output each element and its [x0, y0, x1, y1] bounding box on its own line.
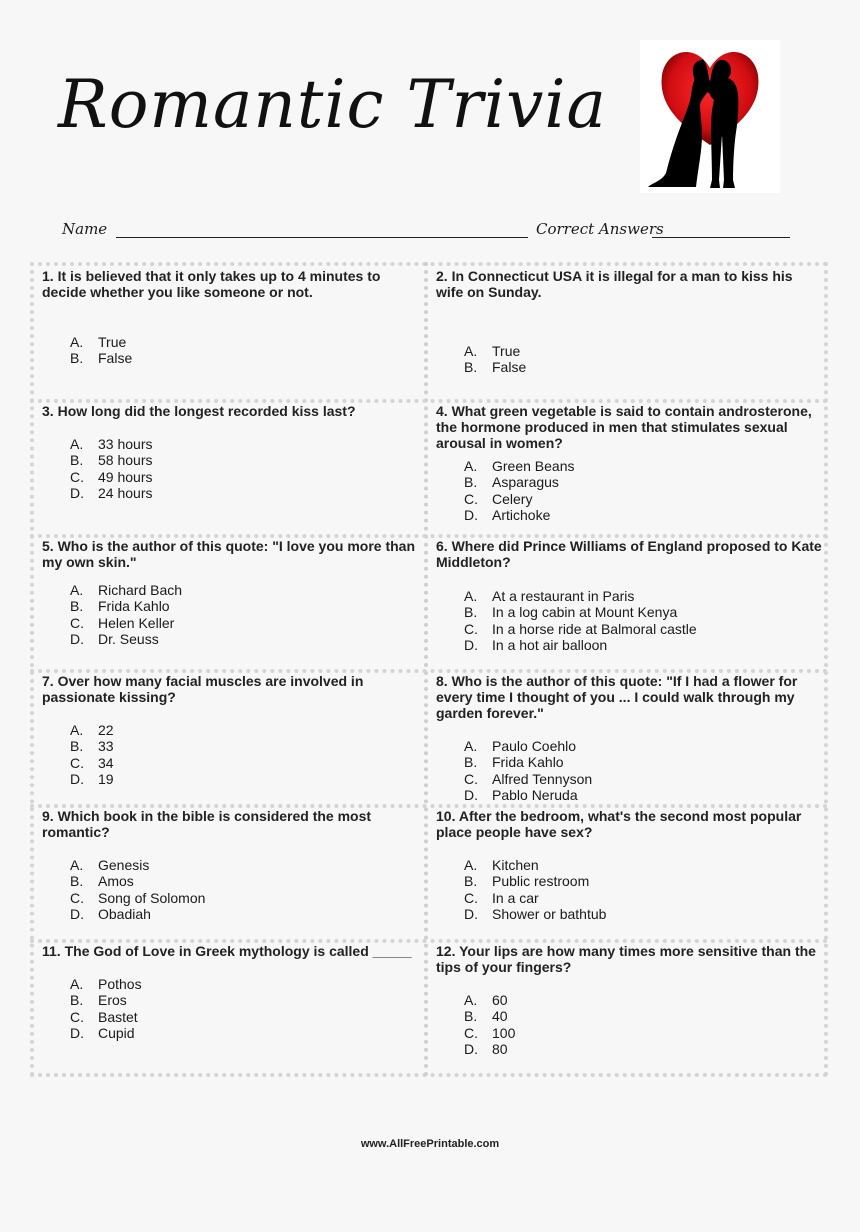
- option-text: Richard Bach: [98, 582, 183, 598]
- option-text: 49 hours: [98, 468, 153, 485]
- option-text: False: [98, 350, 133, 367]
- option-letter: B.: [464, 873, 478, 890]
- option-text: 24 hours: [98, 484, 153, 501]
- option-letter: C.: [70, 754, 84, 771]
- option-text: 60: [492, 992, 508, 1008]
- question-text: [436, 538, 822, 570]
- footer-url: www.AllFreePrintable.com: [360, 1138, 500, 1150]
- option-text: Obadiah: [98, 905, 151, 922]
- question-body: Who is the author of this quote: "If I had a flower for every time I thought of you ... I could walk through my garden forever.": [436, 673, 798, 721]
- option-letter: A.: [70, 334, 84, 350]
- option-letter: D.: [464, 506, 478, 523]
- option-letter: A.: [70, 857, 84, 873]
- question-body: It is believed that it only takes up to 4 minutes to decide whether you like someone or not.: [42, 268, 381, 300]
- question-body: Over how many facial muscles are involved in passionate kissing?: [42, 673, 364, 705]
- option-letter: B.: [464, 474, 478, 491]
- option-text: Bastet: [98, 1008, 138, 1025]
- option-text: Cupid: [98, 1024, 135, 1041]
- option-letter: C.: [464, 1024, 478, 1041]
- option-text: In a horse ride at Balmoral castle: [492, 620, 697, 637]
- page-title: Romantic Trivia: [58, 66, 607, 143]
- question-body: After the bedroom, what's the second most popular place people have sex?: [436, 808, 802, 840]
- option-text: Artichoke: [492, 506, 551, 523]
- option-letter: A.: [464, 992, 478, 1008]
- option-text: 80: [492, 1040, 508, 1057]
- option-letter: D.: [464, 905, 478, 922]
- option-text: 19: [98, 770, 114, 787]
- question-number: 6.: [436, 538, 448, 554]
- question-number: 7.: [42, 673, 54, 689]
- question-body: The God of Love in Greek mythology is called _____: [64, 943, 412, 959]
- option-letter: D.: [70, 1024, 84, 1041]
- question-3: [42, 403, 426, 501]
- question-number: 2.: [436, 268, 448, 284]
- option-text: Kitchen: [492, 857, 539, 873]
- question-body: Your lips are how many times more sensitive than the tips of your fingers?: [436, 943, 816, 975]
- question-number: 12.: [436, 943, 456, 959]
- question-text: [42, 808, 426, 840]
- option-letter: C.: [464, 620, 478, 637]
- option-text: Shower or bathtub: [492, 905, 607, 922]
- question-text: [436, 673, 822, 721]
- option-text: True: [98, 334, 127, 350]
- option-text: Helen Keller: [98, 614, 175, 631]
- option-letter: A.: [464, 857, 478, 873]
- option-text: True: [492, 343, 521, 359]
- option-text: Paulo Coehlo: [492, 738, 577, 754]
- option-letter: C.: [70, 468, 84, 485]
- option-letter: C.: [464, 770, 478, 787]
- question-9: [42, 808, 426, 922]
- question-text: [42, 943, 426, 959]
- option-text: 58 hours: [98, 452, 153, 469]
- option-letter: C.: [464, 490, 478, 507]
- question-number: 9.: [42, 808, 54, 824]
- option-letter: B.: [70, 873, 84, 890]
- option-text: 33 hours: [98, 436, 153, 452]
- question-text: [436, 808, 822, 840]
- option-text: False: [492, 359, 527, 376]
- question-body: Who is the author of this quote: "I love you more than my own skin.": [42, 538, 415, 570]
- option-letter: A.: [464, 738, 478, 754]
- option-text: 40: [492, 1008, 508, 1025]
- question-text: [42, 268, 426, 300]
- question-7: [42, 673, 426, 787]
- option-text: Frida Kahlo: [98, 598, 170, 615]
- question-text: [436, 943, 822, 975]
- option-text: Pothos: [98, 976, 142, 992]
- option-letter: A.: [464, 588, 478, 604]
- question-number: 8.: [436, 673, 448, 689]
- option-letter: C.: [70, 1008, 84, 1025]
- option-letter: B.: [70, 992, 84, 1009]
- option-letter: B.: [70, 350, 84, 367]
- option-letter: A.: [464, 458, 478, 474]
- option-text: Celery: [492, 490, 533, 507]
- option-letter: C.: [70, 889, 84, 906]
- question-text: [42, 673, 426, 705]
- question-body: Which book in the bible is considered the most romantic?: [42, 808, 372, 840]
- option-letter: A.: [70, 722, 84, 738]
- question-body: How long did the longest recorded kiss last?: [57, 403, 356, 419]
- option-text: Green Beans: [492, 458, 575, 474]
- option-letter: B.: [464, 359, 478, 376]
- option-letter: A.: [70, 976, 84, 992]
- question-11: [42, 943, 426, 1041]
- option-letter: A.: [464, 343, 478, 359]
- question-body: What green vegetable is said to contain androsterone, the hormone produced in men that stimulates sexual arousal in women?: [436, 403, 812, 451]
- option-text: Dr. Seuss: [98, 630, 159, 647]
- option-letter: A.: [70, 436, 84, 452]
- option-text: 22: [98, 722, 114, 738]
- option-letter: D.: [464, 1040, 478, 1057]
- option-letter: D.: [70, 905, 84, 922]
- correct-answers-label: Correct Answers: [536, 220, 664, 238]
- correct-answers-blank-line[interactable]: [652, 237, 790, 238]
- question-5: [42, 538, 426, 647]
- option-letter: B.: [464, 1008, 478, 1025]
- question-body: In Connecticut USA it is illegal for a man to kiss his wife on Sunday.: [436, 268, 793, 300]
- question-8: [436, 673, 822, 803]
- question-body: Where did Prince Williams of England proposed to Kate Middleton?: [436, 538, 822, 570]
- option-letter: B.: [70, 452, 84, 469]
- question-text: [42, 538, 426, 570]
- question-number: 10.: [436, 808, 456, 824]
- option-letter: A.: [70, 582, 84, 598]
- option-text: Asparagus: [492, 474, 559, 491]
- option-letter: D.: [70, 770, 84, 787]
- question-text: [436, 403, 822, 451]
- option-text: Alfred Tennyson: [492, 770, 593, 787]
- question-6: [436, 538, 822, 653]
- question-number: 11.: [42, 943, 61, 959]
- option-text: Public restroom: [492, 873, 590, 890]
- option-text: In a hot air balloon: [492, 636, 608, 653]
- option-letter: B.: [464, 754, 478, 771]
- question-12: [436, 943, 822, 1057]
- question-4: [436, 403, 822, 523]
- option-text: 100: [492, 1024, 516, 1041]
- question-2: [436, 268, 822, 376]
- name-blank-line[interactable]: [116, 237, 528, 238]
- question-text: [436, 268, 822, 300]
- option-letter: B.: [70, 598, 84, 615]
- name-score-row: [62, 220, 792, 242]
- question-number: 3.: [42, 403, 54, 419]
- kissing-couple-heart-logo: [640, 40, 780, 193]
- option-letter: B.: [70, 738, 84, 755]
- option-letter: C.: [464, 889, 478, 906]
- option-letter: D.: [70, 484, 84, 501]
- option-letter: D.: [464, 786, 478, 803]
- option-letter: D.: [70, 630, 84, 647]
- option-letter: B.: [464, 604, 478, 621]
- question-number: 5.: [42, 538, 54, 554]
- option-text: In a car: [492, 889, 539, 906]
- question-1: [42, 268, 426, 367]
- option-letter: D.: [464, 636, 478, 653]
- option-text: Frida Kahlo: [492, 754, 564, 771]
- question-number: 4.: [436, 403, 448, 419]
- option-text: At a restaurant in Paris: [492, 588, 635, 604]
- option-text: 33: [98, 738, 114, 755]
- option-text: Genesis: [98, 857, 150, 873]
- option-letter: C.: [70, 614, 84, 631]
- option-text: Song of Solomon: [98, 889, 206, 906]
- option-text: Eros: [98, 992, 127, 1009]
- question-text: [42, 403, 426, 419]
- question-10: [436, 808, 822, 922]
- option-text: Pablo Neruda: [492, 786, 578, 803]
- name-label: Name: [62, 220, 108, 238]
- option-text: 34: [98, 754, 114, 771]
- option-text: Amos: [98, 873, 134, 890]
- question-number: 1.: [42, 268, 54, 284]
- option-text: In a log cabin at Mount Kenya: [492, 604, 678, 621]
